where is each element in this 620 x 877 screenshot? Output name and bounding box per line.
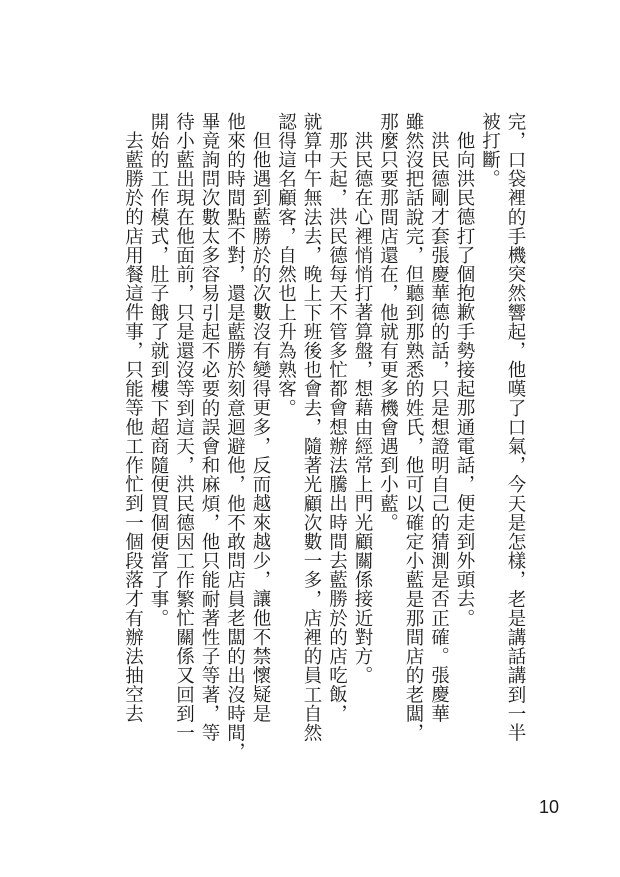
text-column: 但他遇到藍勝於的次數沒有變得更多，反而越來越少，讓他不禁懷疑是 [250, 130, 271, 723]
text-column: 他向洪民德打了個抱歉手勢接起那通電話，便走到外頭去。 [454, 130, 475, 628]
text-column: 完，口袋裡的手機突然響起，他嘆了口氣，今天是怎樣，老是講話講到一半 [505, 112, 526, 743]
paragraph [452, 112, 478, 772]
text-column: 認得這名顧客，自然也上升為熟客。 [275, 112, 297, 418]
page-number: 10 [539, 797, 560, 817]
text-column: 洪民德在心裡悄悄打著算盤，想藉由經常上門光顧關係接近對方。 [352, 130, 373, 685]
text-column: 畢竟詢問次數太多容易引起不必要的誤會和麻煩，他只能耐著性子等著，等 [199, 112, 220, 743]
text-column: 被打斷。 [479, 112, 501, 189]
text-column: 就算中午無法去，晚上下班後也會去，隨著光顧次數一多，店裡的員工自然 [301, 112, 322, 743]
text-column: 待小藍出現在他面前，只是還沒等到這天，洪民德因工作繁忙關係又回到一 [173, 112, 195, 743]
text-column: 開始的工作模式，肚子餓了就到樓下超商隨便買個便當了事。 [148, 112, 169, 628]
text-column: 他來的時間點不對，還是藍勝於刻意迴避他，他不敢問店員老闆的出沒時間， [224, 112, 246, 762]
vertical-body-text [120, 112, 528, 772]
paragraph [375, 112, 452, 772]
paragraph [273, 112, 350, 772]
paragraph [350, 112, 376, 772]
text-column: 雖然沒把話說完，但聽到那熟悉的姓氏，他可以確定小藍是那間店的老闆， [403, 112, 424, 743]
paragraph [120, 112, 146, 772]
text-column: 那麼只要那間店還在，他就有更多機會遇到小藍。 [377, 112, 399, 533]
text-column: 去藍勝於的店用餐這件事，只能等他工作忙到一個段落才有辦法抽空去 [122, 130, 144, 723]
paragraph [146, 112, 274, 772]
paragraph [477, 112, 528, 772]
text-column: 那天起，洪民德每天不管多忙都會想辦法騰出時間去藍勝於的店吃飯， [326, 130, 348, 723]
text-column: 洪民德剛才套張慶華德的話，只是想證明自己的猜測是否正確。張慶華 [428, 130, 450, 723]
